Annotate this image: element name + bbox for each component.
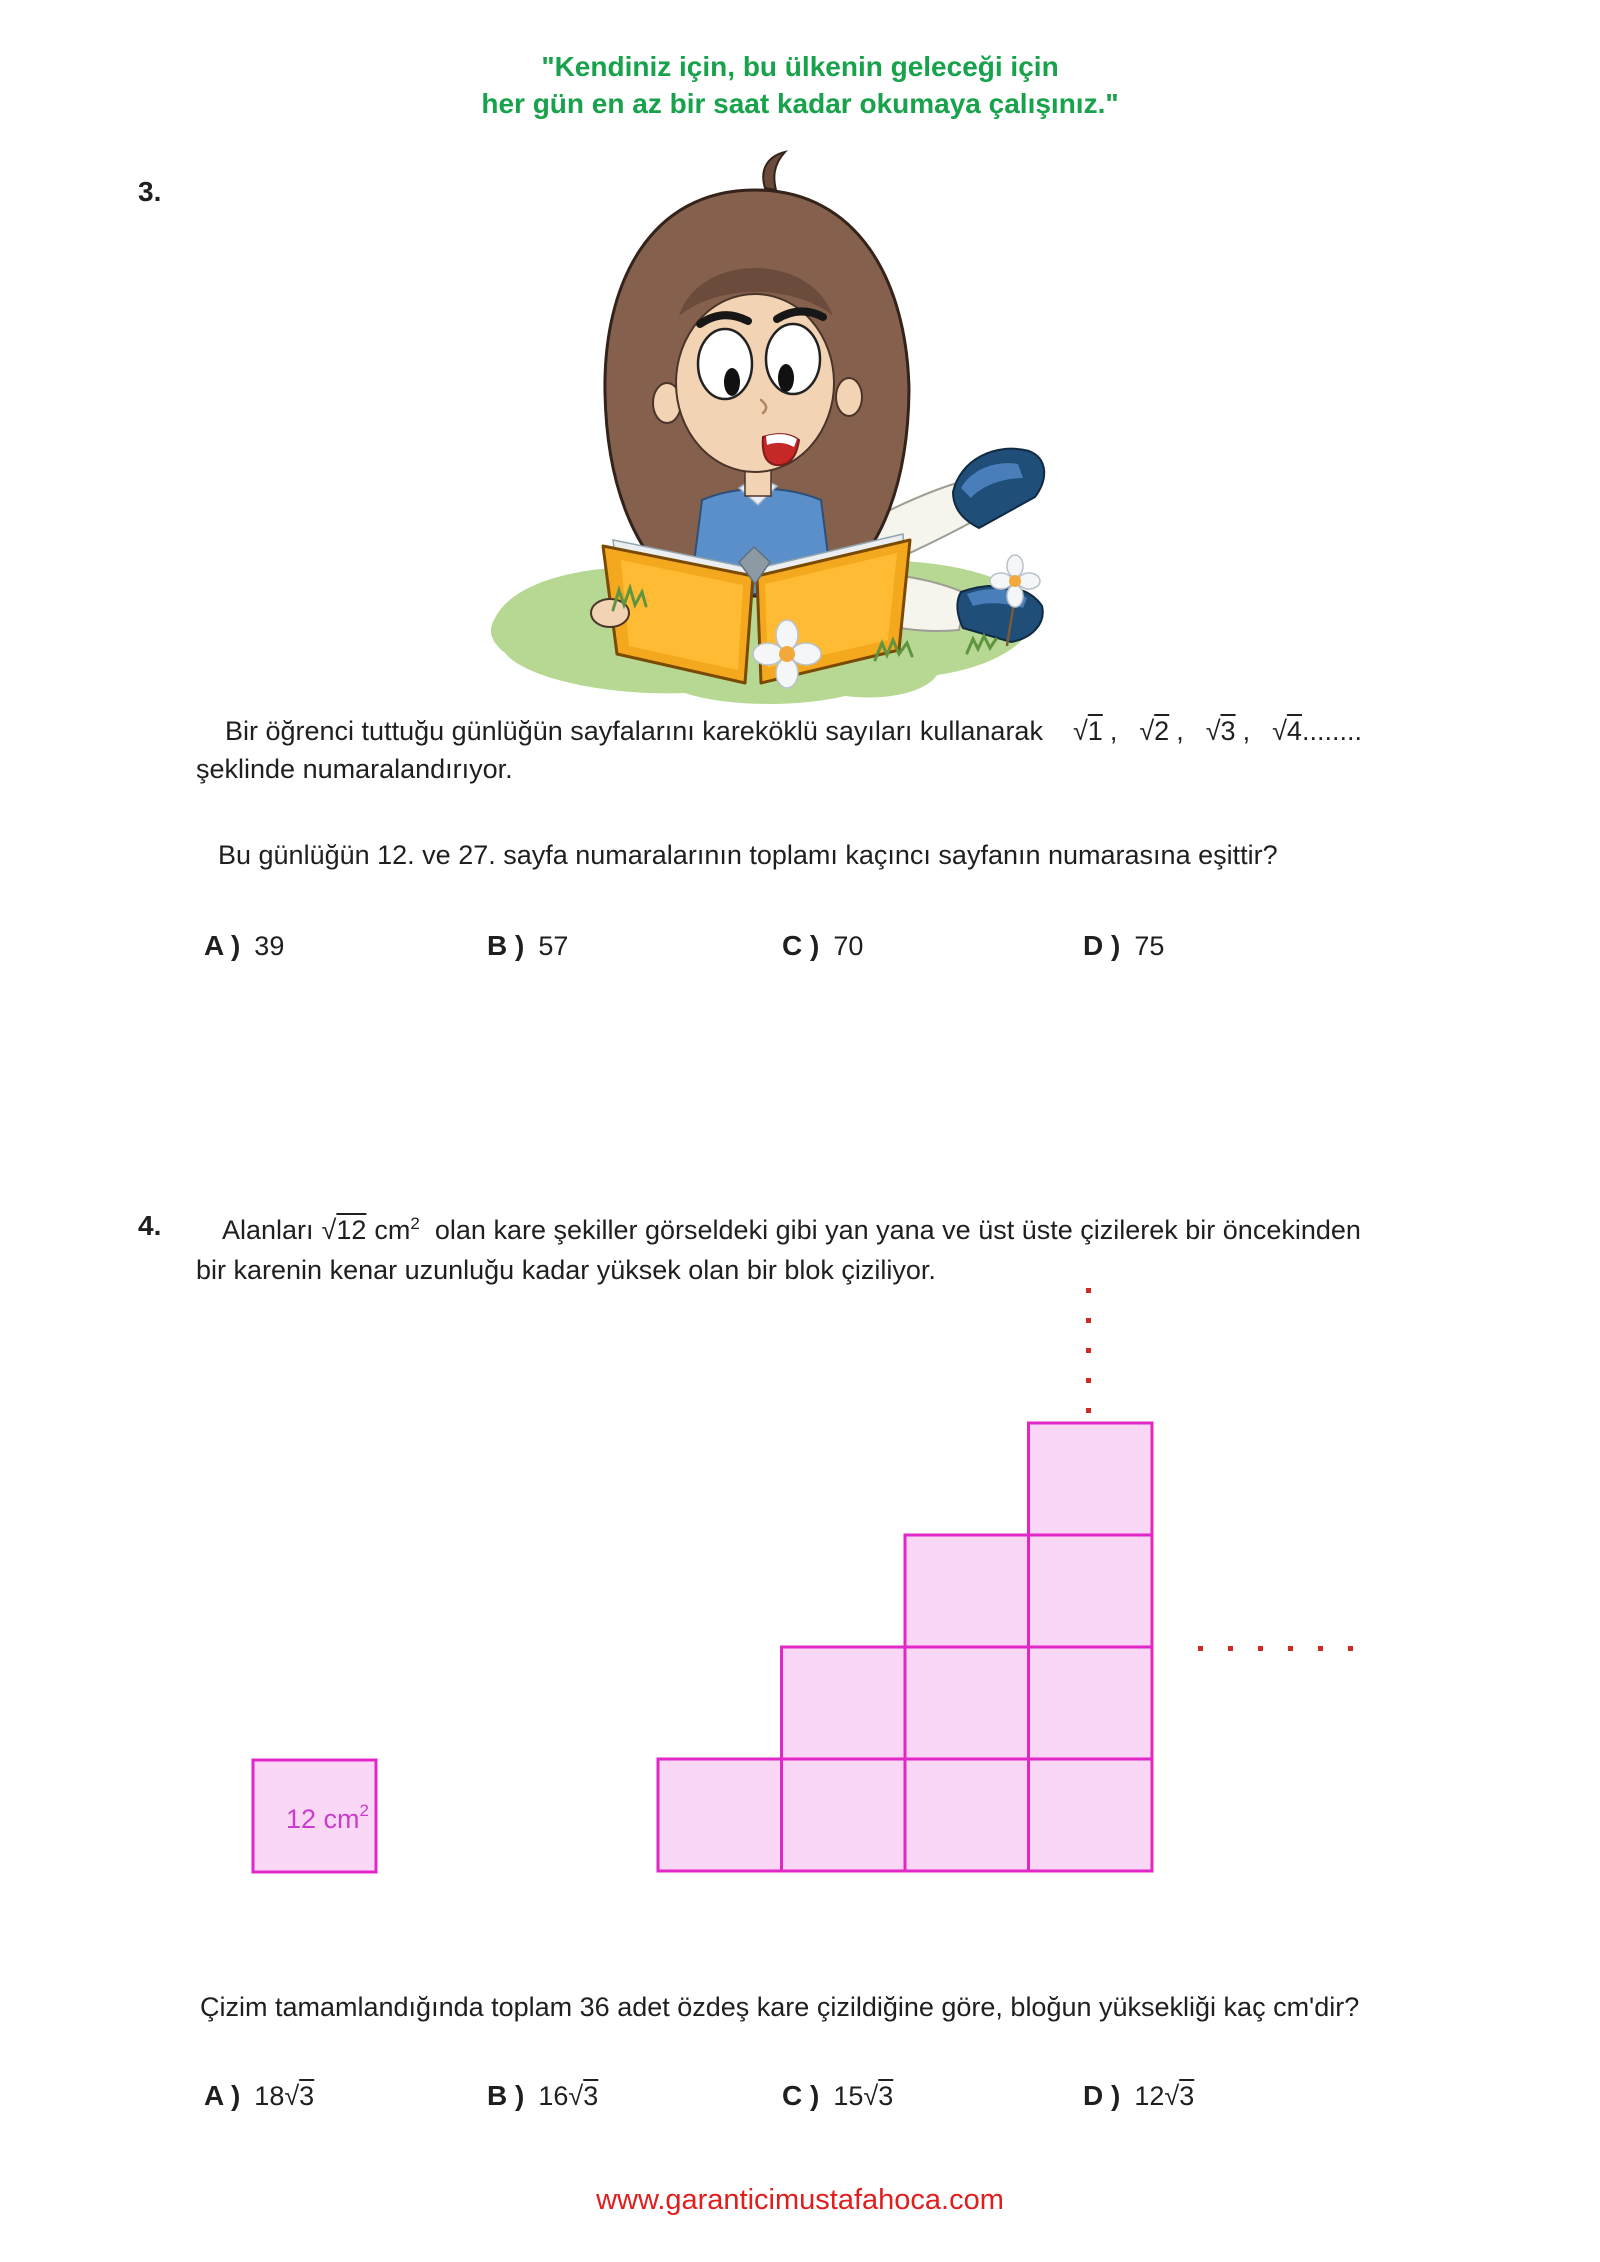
q3-line2: şeklinde numaralandırıyor. — [196, 754, 513, 784]
continuation-dot — [1086, 1288, 1091, 1293]
q4-choice-b: B ) 16√3 — [487, 2080, 599, 2111]
unit-square — [1029, 1535, 1153, 1647]
continuation-dot — [1228, 1646, 1233, 1651]
q4-choice-a: A ) 18√3 — [204, 2080, 315, 2111]
q3-choice-b: B ) 57 — [487, 930, 569, 961]
continuation-dot — [1086, 1348, 1091, 1353]
trailing-dots: ........ — [1301, 716, 1362, 746]
unit-square — [1029, 1759, 1153, 1871]
question3-number: 3. — [138, 176, 162, 207]
sqrt-12: √12 — [321, 1215, 367, 1245]
header-quote-line1: "Kendiniz için, bu ülkenin geleceği için — [541, 51, 1059, 82]
q4-question: Çizim tamamlandığında toplam 36 adet özdeş kare çizildiğine göre, bloğun yüksekliği kaç cm'dir? — [200, 1992, 1360, 2022]
q3-line1: Bir öğrenci tuttuğu günlüğün sayfalarını kareköklü sayıları kullanarak √1 , √2 , √3 , √4........ — [225, 716, 1362, 746]
header-quote-line2: her gün en az bir saat kadar okumaya çalışınız." — [481, 88, 1119, 119]
q4-line2: bir karenin kenar uzunluğu kadar yüksek olan bir blok çiziliyor. — [196, 1255, 936, 1285]
unit-square — [905, 1759, 1029, 1871]
continuation-dot — [1086, 1318, 1091, 1323]
sqrt-4: √4 — [1272, 716, 1302, 746]
unit-square — [905, 1535, 1029, 1647]
girl-reading-illustration — [455, 148, 1055, 705]
block-staircase-figure — [250, 1280, 1360, 1880]
continuation-dot — [1348, 1646, 1353, 1651]
continuation-dot — [1258, 1646, 1263, 1651]
q3-choice-a: A ) 39 — [204, 930, 285, 961]
sqrt-2: √2 — [1139, 716, 1170, 746]
unit-square — [782, 1647, 906, 1759]
q4-paragraph — [196, 1210, 1516, 1290]
continuation-dot — [1318, 1646, 1323, 1651]
unit-square — [1029, 1647, 1153, 1759]
q4-choice-c: C ) 15√3 — [782, 2080, 894, 2111]
header-quote — [0, 48, 1600, 122]
footer-url: www.garanticimustafahoca.com — [596, 2184, 1004, 2216]
q3-question: Bu günlüğün 12. ve 27. sayfa numaralarının toplamı kaçıncı sayfanın numarasına eşittir? — [218, 840, 1278, 870]
q4-choices — [0, 2080, 1600, 2124]
question4-number: 4. — [138, 1210, 162, 1241]
reference-square-label: 12 $cm^2$ — [286, 1801, 369, 1834]
q3-choice-d: D ) 75 — [1083, 930, 1165, 961]
sqrt-1: √1 — [1072, 716, 1103, 746]
continuation-dot — [1086, 1408, 1091, 1413]
unit-square — [782, 1759, 906, 1871]
continuation-dot — [1288, 1646, 1293, 1651]
unit-square — [1029, 1423, 1153, 1535]
unit-square — [658, 1759, 782, 1871]
q4-choice-d: D ) 12√3 — [1083, 2080, 1195, 2111]
sqrt-3: √3 — [1205, 716, 1236, 746]
unit-square — [905, 1647, 1029, 1759]
q4-line1: Alanları √12 $cm^2$ olan kare şekiller görseldeki gibi yan yana ve üst üste çizilerek bir öncekinden — [222, 1214, 1361, 1245]
q3-choices — [0, 930, 1600, 974]
continuation-dot — [1198, 1646, 1203, 1651]
continuation-dot — [1086, 1378, 1091, 1383]
area-unit: $cm^2$ — [374, 1214, 420, 1245]
q3-paragraph — [196, 712, 1486, 788]
q3-choice-c: C ) 70 — [782, 930, 864, 961]
q3-root-sequence: √1 , √2 , √3 , √4........ — [1072, 716, 1362, 746]
q4-figure — [250, 1280, 1360, 1880]
